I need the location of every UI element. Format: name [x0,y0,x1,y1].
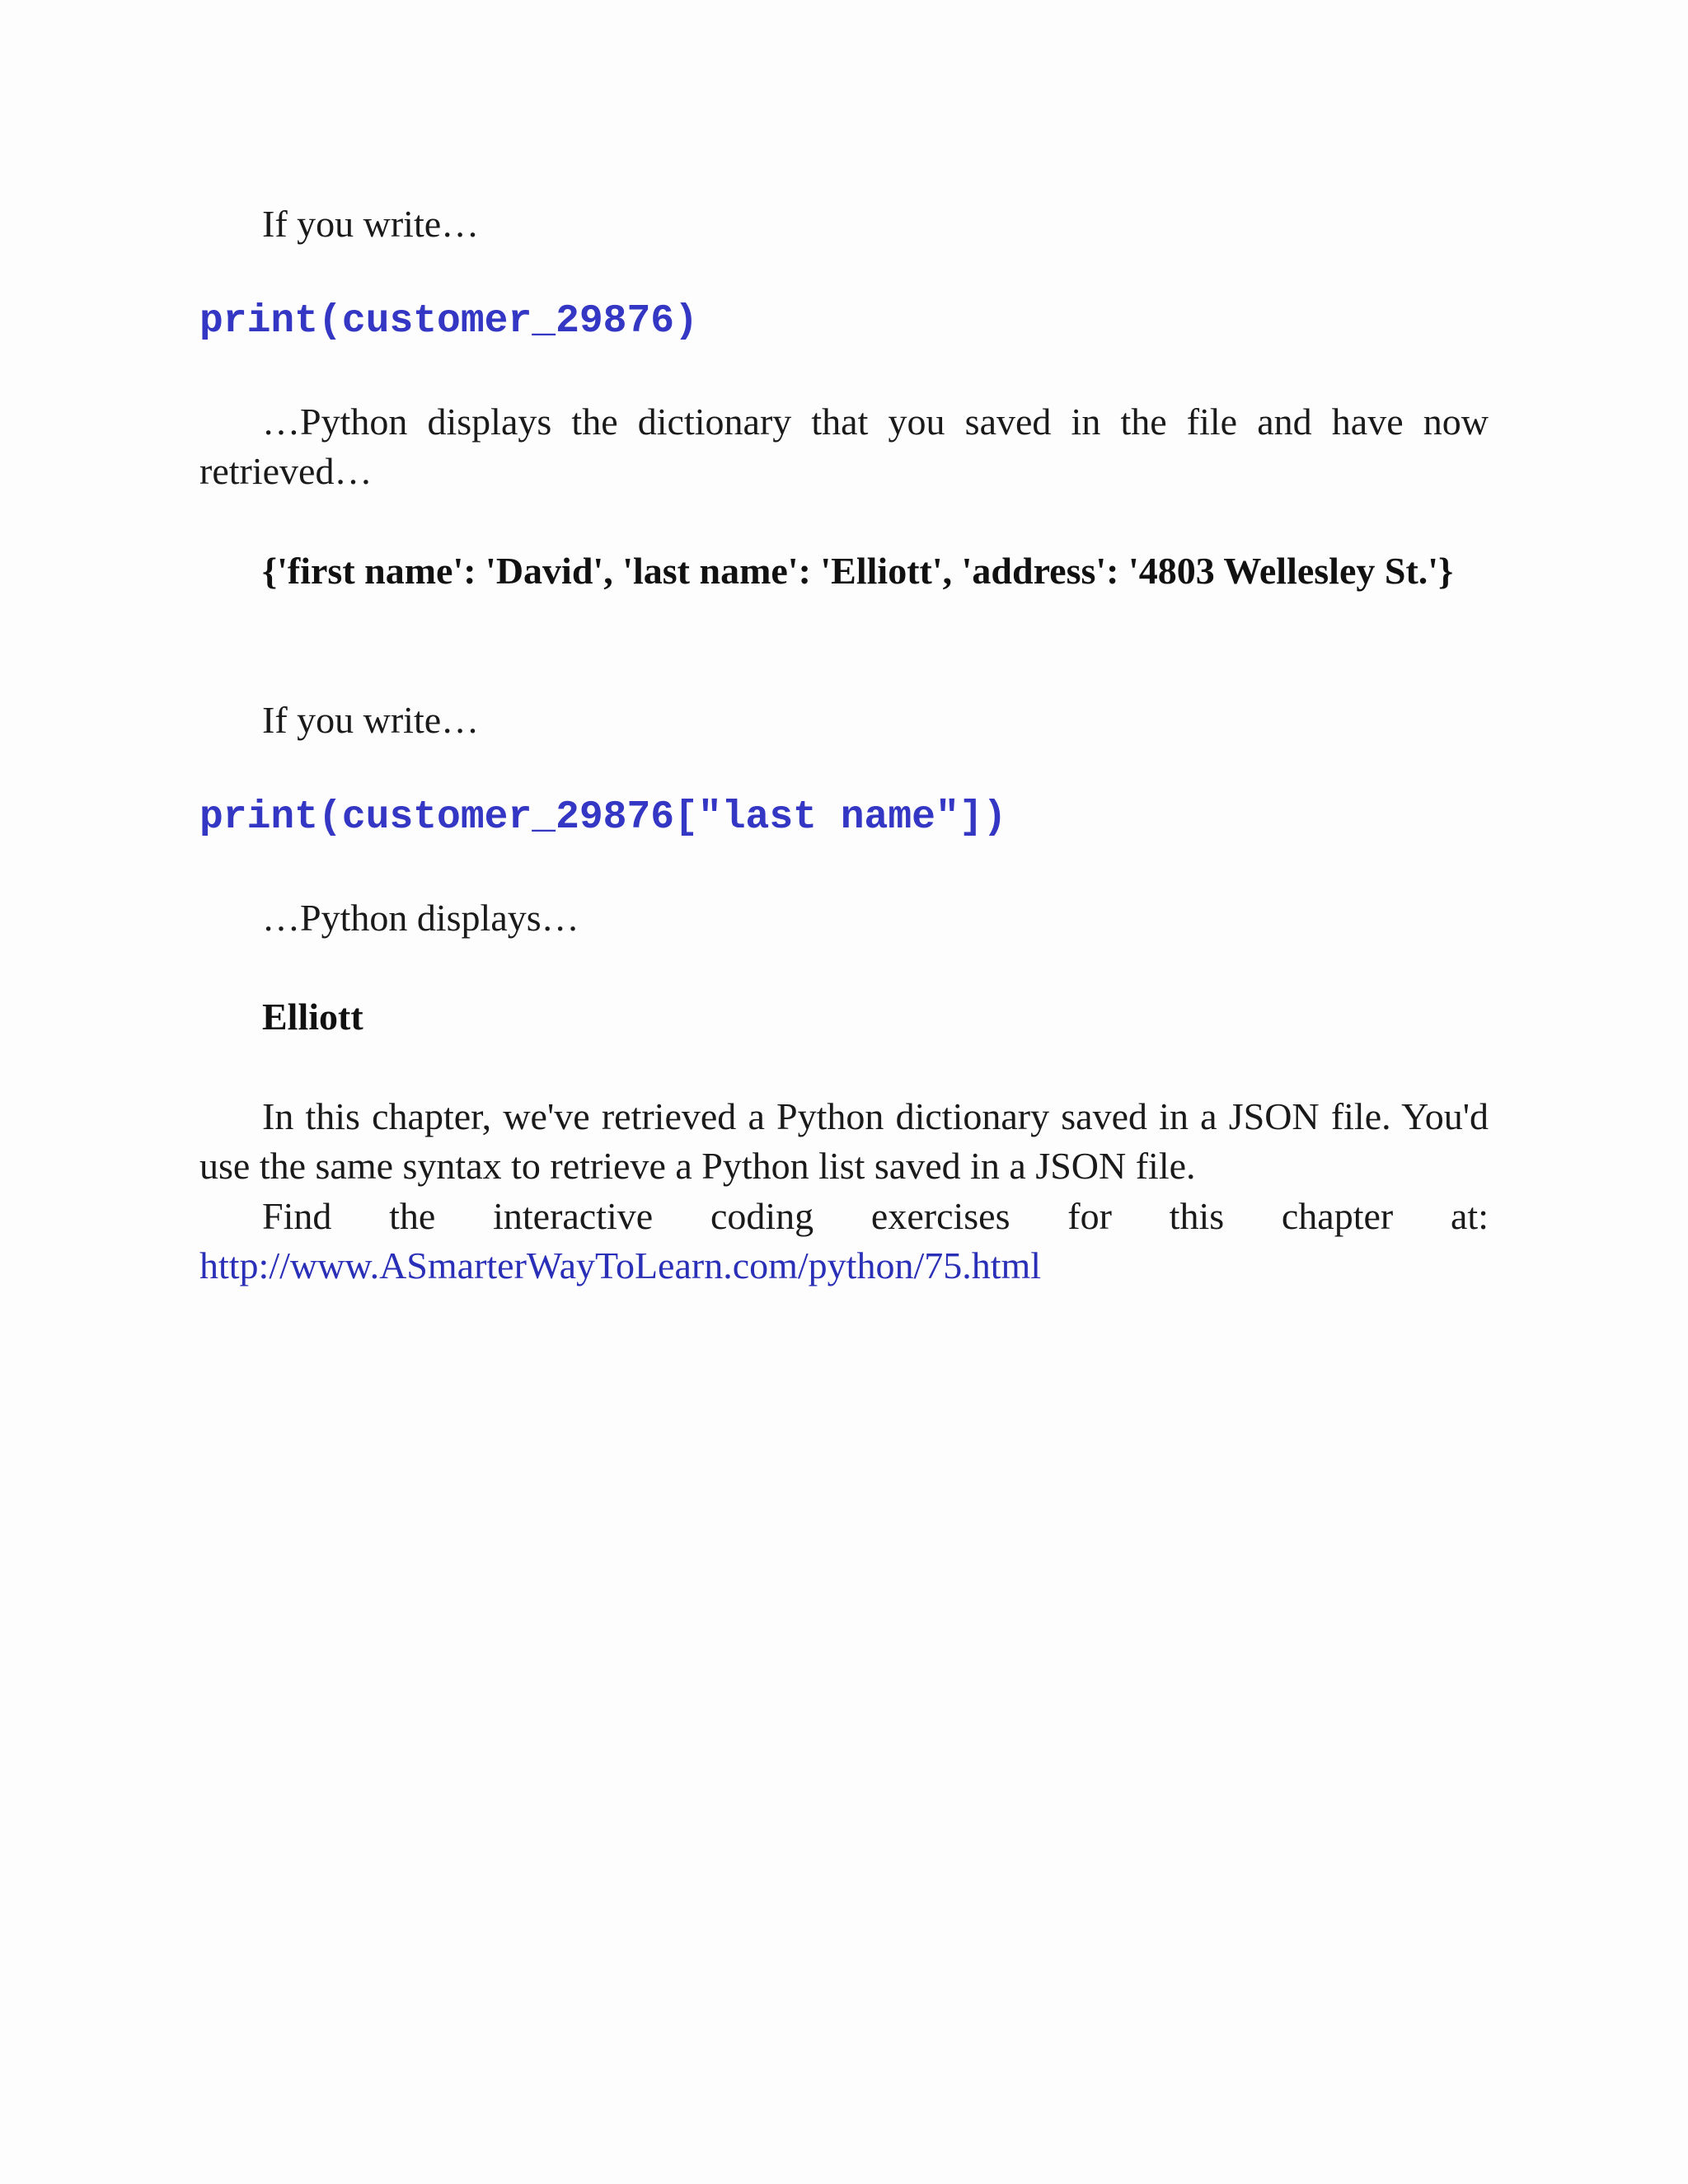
exercises-link[interactable]: http://www.ASmarterWayToLearn.com/python/75.html [199,1244,1042,1286]
exercises-paragraph: Find the interactive coding exercises for this chapter at: [262,1195,1489,1237]
chapter-summary-paragraph: In this chapter, we've retrieved a Python dictionary saved in a JSON file. You'd use the same syntax to retrieve a Python list saved in a JSON file. [199,1095,1489,1187]
intro-paragraph-1: If you write… [262,203,480,245]
code-line-2: print(customer_29876["last name"]) [199,795,1007,840]
explanation-paragraph-2: …Python displays… [262,897,579,939]
output-dictionary: {'first name': 'David', 'last name': 'Elliott', 'address': '4803 Wellesley St.'} [262,550,1454,592]
code-line-1: print(customer_29876) [199,299,698,344]
exercises-link-line [199,1241,1489,1291]
intro-paragraph-2: If you write… [262,699,480,741]
explanation-paragraph-1: …Python displays the dictionary that you saved in the file and have now retrieved… [199,401,1489,492]
output-value: Elliott [262,996,363,1038]
